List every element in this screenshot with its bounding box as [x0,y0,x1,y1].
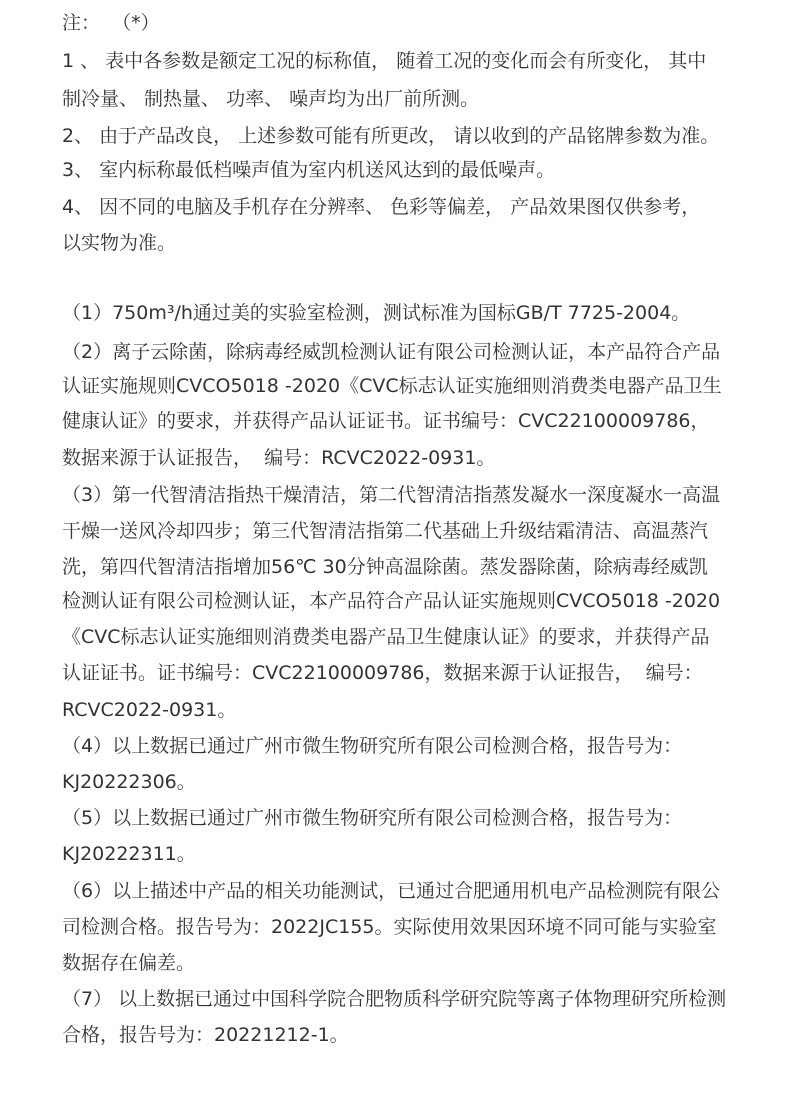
notes-heading: 注： （*） [62,12,160,34]
note-line: 3、 室内标称最低档噪声值为室内机送风达到的最低噪声。 [62,159,556,181]
note-line: 4、 因不同的电脑及手机存在分辨率、 色彩等偏差， 产品效果图仅供参考， [62,196,701,218]
footnote-line: （2）离子云除菌，除病毒经威凯检测认证有限公司检测认证，本产品符合产品 [62,341,721,363]
footnote-line: 合格，报告号为：20221212-1。 [62,1024,349,1046]
footnote-line: 检测认证有限公司检测认证，本产品符合产品认证实施规则CVCO5018 -2020 [62,590,721,612]
note-line: 制冷量、 制热量、 功率、 噪声均为出厂前所测。 [62,88,480,110]
footnote-line: 数据来源于认证报告， 编号：RCVC2022-0931。 [62,447,496,469]
note-line: 以实物为准。 [62,232,177,254]
footnote-line: 认证实施规则CVCO5018 -2020《CVC标志认证实施细则消费类电器产品卫生 [62,375,722,397]
footnote-line: RCVC2022-0931。 [62,699,237,721]
footnote-line: （3）第一代智清洁指热干燥清洁，第二代智清洁指蒸发凝水一深度凝水一高温 [62,484,721,506]
footnote-line: 健康认证》的要求，并获得产品认证证书。证书编号：CVC22100009786， [62,410,710,432]
footnote-line: 干燥一送风冷却四步；第三代智清洁指第二代基础上升级结霜清洁、高温蒸汽 [62,520,709,542]
footnote-line: 司检测合格。报告号为：2022JC155。实际使用效果因环境不同可能与实验室 [62,916,717,938]
footnote-line: 洗，第四代智清洁指增加56℃ 30分钟高温除菌。蒸发器除菌，除病毒经威凯 [62,556,708,578]
footnote-line: （7） 以上数据已通过中国科学院合肥物质科学研究院等离子体物理研究所检测 [62,988,727,1010]
note-line: 1 、 表中各参数是额定工况的标称值， 随着工况的变化而会有所变化， 其中 [62,50,707,72]
footnote-line: KJ20222311。 [62,843,196,865]
footnote-line: 《CVC标志认证实施细则消费类电器产品卫生健康认证》的要求，并获得产品 [62,626,710,648]
footnote-line: （6）以上描述中产品的相关功能测试，已通过合肥通用机电产品检测院有限公 [62,880,721,902]
note-line: 2、 由于产品改良， 上述参数可能有所更改， 请以收到的产品铭牌参数为准。 [62,125,720,147]
footnote-line: （5）以上数据已通过广州市微生物研究所有限公司检测合格，报告号为： [62,807,683,829]
footnote-line: KJ20222306。 [62,771,196,793]
footnote-line: 数据存在偏差。 [62,952,196,974]
footnote-line: （4）以上数据已通过广州市微生物研究所有限公司检测合格，报告号为： [62,735,683,757]
footnote-line: 认证证书。证书编号：CVC22100009786，数据来源于认证报告， 编号： [62,662,703,684]
footnote-line: （1）750m³/h通过美的实验室检测，测试标准为国标GB/T 7725-2004。 [62,302,691,324]
